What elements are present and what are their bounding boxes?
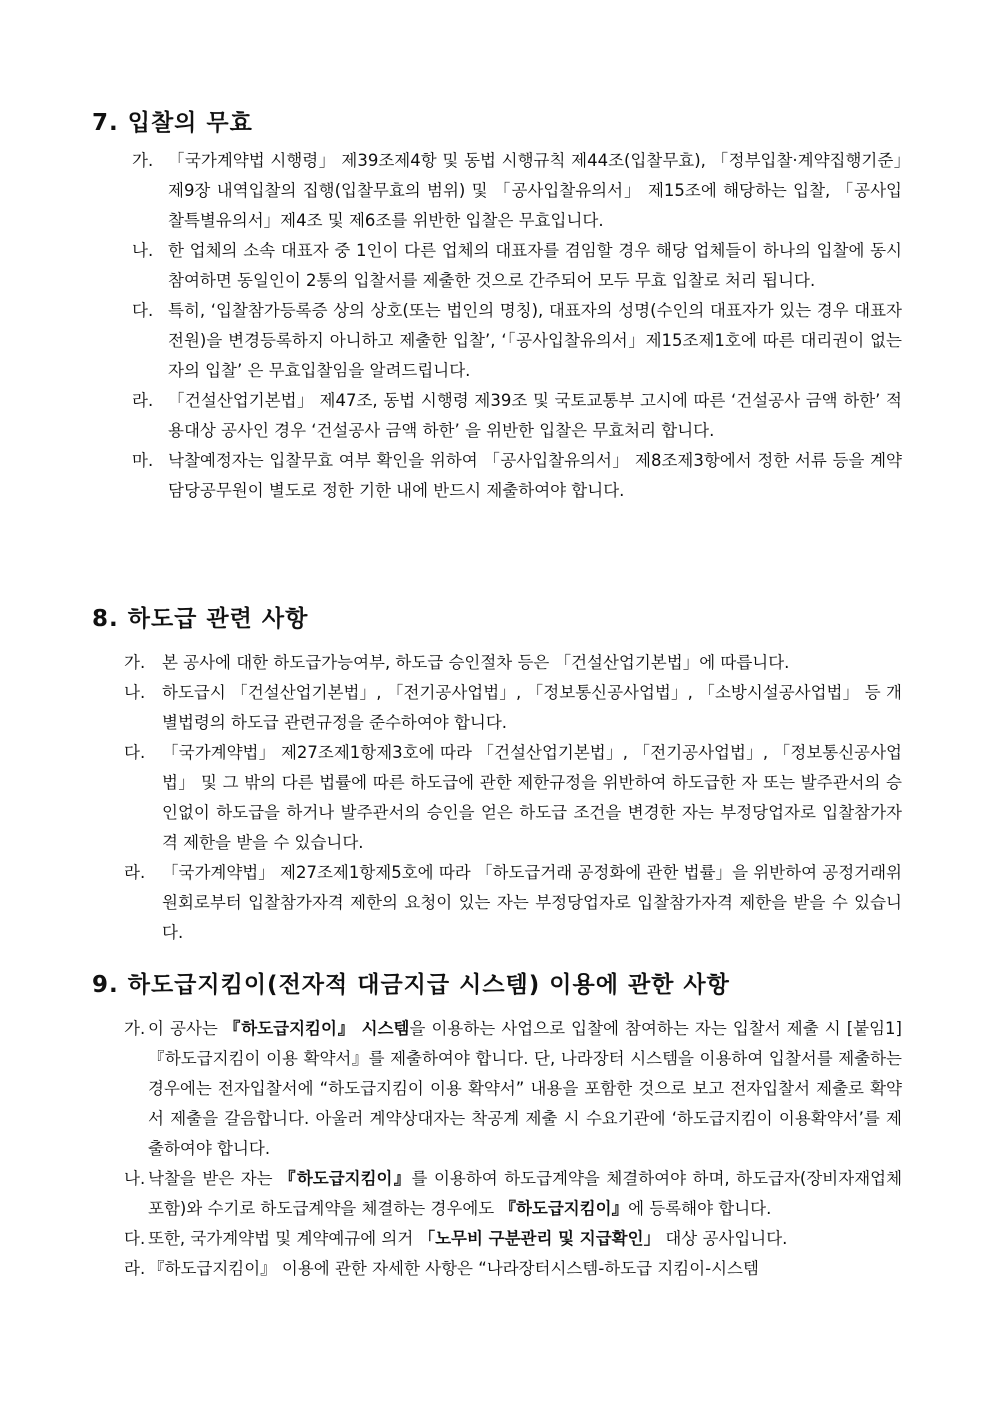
item-text: 『하도급지킴이』 xyxy=(148,1259,277,1278)
section-8-item-da xyxy=(92,738,902,858)
item-marker: 라. xyxy=(124,863,146,882)
section-8 xyxy=(92,604,902,948)
item-text-bold: 『하도급지킴이』 시스템 xyxy=(223,1019,410,1038)
item-marker: 마. xyxy=(132,451,154,470)
item-text: 「국가계약법 시행령」 제39조제4항 및 동법 시행규칙 제44조(입찰무효), 「정부입찰·계약집행기준」제9장 내역입찰의 집행(입찰무효의 범위) 및 「공사입찰유의서」 제15조에 해당하는 입찰, 「공사입찰특별유의서」제4조 및 제6조를 위반한 입찰은 무효입니다. xyxy=(168,151,902,230)
section-8-item-ga xyxy=(92,648,902,678)
section-9 xyxy=(92,970,902,1284)
item-text: 「건설산업기본법」 제47조, 동법 시행령 제39조 및 국토교통부 고시에 따른 ‘건설공사 금액 하한’ 적용대상 공사인 경우 ‘건설공사 금액 하한’ 을 위반한 입찰은 무효처리 합니다. xyxy=(168,391,902,440)
item-marker: 가. xyxy=(132,151,154,170)
item-text: 낙찰예정자는 입찰무효 여부 확인을 위하여 「공사입찰유의서」 제8조제3항에서 정한 서류 등을 계약담당공무원이 별도로 정한 기한 내에 반드시 제출하여야 합니다. xyxy=(168,451,902,500)
item-marker: 나. xyxy=(124,1169,146,1188)
section-9-items xyxy=(92,1014,902,1284)
section-7-heading: 7. 입찰의 무효 xyxy=(92,110,253,136)
item-text: 하도급시 「건설산업기본법」, 「전기공사업법」, 「정보통신공사업법」, 「소방시설공사업법」 등 개별법령의 하도급 관련규정을 준수하여야 합니다. xyxy=(162,683,902,732)
section-9-item-ra xyxy=(92,1254,902,1284)
section-9-heading: 9. 하도급지킴이(전자적 대금지급 시스템) 이용에 관한 사항 xyxy=(92,972,730,998)
item-text: 를 이용하여 하도급계약을 체결하여야 하며, 하도급자(장비자재업체 포함)와 수기로 하도급계약을 체결하는 경우에도 xyxy=(148,1169,903,1218)
item-marker: 나. xyxy=(132,241,154,260)
item-text: 「국가계약법」 제27조제1항제3호에 따라 「건설산업기본법」, 「전기공사업법」, 「정보통신공사업법」 및 그 밖의 다른 법률에 따른 하도급에 관한 제한규정을 위반하여 하도급한 자 또는 발주관서의 승인없이 하도급을 하거나 발주관서의 승인을 얻은 하도급 조건을 변경한 자는 부정당업자로 입찰참가자격 제한을 받을 수 있습니다. xyxy=(162,743,902,852)
item-text: 에 등록해야 합니다. xyxy=(628,1199,772,1218)
item-marker: 가. xyxy=(124,653,146,672)
section-8-item-ra xyxy=(92,858,902,948)
item-marker: 라. xyxy=(132,391,154,410)
section-8-heading: 8. 하도급 관련 사항 xyxy=(92,606,309,632)
section-9-item-ga xyxy=(92,1014,902,1164)
item-text-bold: 『하도급지킴이』 xyxy=(499,1199,629,1218)
section-9-item-na xyxy=(92,1164,902,1224)
section-7-items xyxy=(92,146,902,506)
item-marker: 가. xyxy=(124,1019,146,1038)
section-7-item-na xyxy=(92,236,902,296)
item-text: 한 업체의 소속 대표자 중 1인이 다른 업체의 대표자를 겸임할 경우 해당 업체들이 하나의 입찰에 동시 참여하면 동일인이 2통의 입찰서를 제출한 것으로 간주되어 모두 무효 입찰로 처리 됩니다. xyxy=(168,241,902,290)
section-8-items xyxy=(92,648,902,948)
section-7-item-ga xyxy=(92,146,902,236)
section-7 xyxy=(92,108,902,506)
item-text: 을 이용하는 사업으로 입찰에 참여하는 자는 입찰서 제출 시 [붙임1] 『하도급지킴이 이용 확약서』를 제출하여야 합니다. 단, 나라장터 시스템을 이용하여 입찰서를 제출하는 경우에는 전자입찰서에 “하도급지킴이 이용 확약서” 내용을 포함한 것으로 보고 전자입찰서 제출로 확약서 제출을 갈음합니다. 아울러 계약상대자는 착공계 제출 시 수요기관에 ‘하도급지킴이 이용확약서’를 제출하여야 합니다. xyxy=(148,1019,902,1158)
item-text: 특히, ‘입찰참가등록증 상의 상호(또는 법인의 명칭), 대표자의 성명(수인의 대표자가 있는 경우 대표자 전원)을 변경등록하지 아니하고 제출한 입찰’, ‘「공사입찰유의서」제15조제1호에 따른 대리권이 없는 자의 입찰’ 은 무효입찰임을 알려드립니다. xyxy=(168,301,902,380)
item-text-bold: 『하도급지킴이』 xyxy=(279,1169,412,1188)
section-9-item-da xyxy=(92,1224,902,1254)
item-text-bold: 「노무비 구분관리 및 지급확인」 xyxy=(418,1229,661,1248)
section-7-item-da xyxy=(92,296,902,386)
item-text: 이용에 관한 자세한 사항은 “나라장터시스템-하도급 지킴이-시스템 xyxy=(276,1259,759,1278)
section-8-item-na xyxy=(92,678,902,738)
item-marker: 다. xyxy=(132,301,154,320)
item-text: 본 공사에 대한 하도급가능여부, 하도급 승인절차 등은 「건설산업기본법」에 따릅니다. xyxy=(162,653,790,672)
item-marker: 나. xyxy=(124,683,146,702)
item-text: 낙찰을 받은 자는 xyxy=(148,1169,280,1188)
item-text: 이 공사는 xyxy=(148,1019,224,1038)
item-text: 대상 공사입니다. xyxy=(660,1229,788,1248)
item-marker: 다. xyxy=(124,743,146,762)
item-text: 또한, 국가계약법 및 계약예규에 의거 xyxy=(148,1229,419,1248)
item-text: 「국가계약법」 제27조제1항제5호에 따라 「하도급거래 공정화에 관한 법률」을 위반하여 공정거래위원회로부터 입찰참가자격 제한의 요청이 있는 자는 부정당업자로 입찰참가자격 제한을 받을 수 있습니다. xyxy=(162,863,902,942)
item-marker: 라. xyxy=(124,1259,146,1278)
section-7-item-ma xyxy=(92,446,902,506)
item-marker: 다. xyxy=(124,1229,146,1248)
section-7-item-ra xyxy=(92,386,902,446)
